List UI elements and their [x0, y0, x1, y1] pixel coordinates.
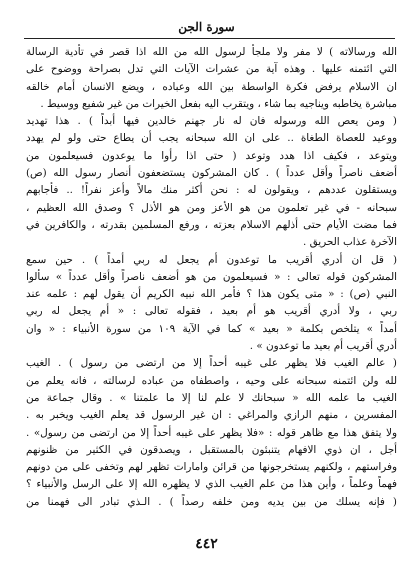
text-line: المفسرين ، منهم الرازي والمراغي : ان غير الرسول قد يعلم الغيب ويخبر به .	[26, 409, 397, 422]
text-line: ( فإنه يسلك من بين يديه ومن خلفه رصداً ) . الـذي تبادر الى فهمنا من	[26, 495, 397, 508]
text-line: الغيب ما علمه الله « سبحانك لا علم لنا إلا ما علمتنا » . وقال جماعة من	[26, 391, 397, 404]
text-line: أضعف ناصراً وأقل عدداً ) . كان المشركون يستضعفون أنصار رسول الله (ص)	[26, 167, 397, 180]
text-line: ووعيد للعصاة الطغاة .. على ان الله سبحانه يجب أن يطاع حتى ولو لم يهدد	[26, 132, 397, 145]
text-line: أمداً » يتلخص بكلمة « بعيد » كما في الآية ١٠٩ من سورة الأنبياء : « وان	[26, 322, 397, 335]
text-line: أدري أقريب أم بعيد ما توعدون » .	[249, 340, 397, 353]
page-number: ٤٤٢	[195, 536, 218, 552]
text-line: مباشرة يخاطبه ويناجيه بما شاء ، ويتقرب اليه بفعل الخيرات من غير شفيع ووسيط .	[40, 97, 397, 110]
text-line: ويستقلون عددهم ، ويقولون له : نحن أكثر منك مالاً وأعز نفراً! .. فأجابهم	[26, 184, 397, 197]
text-line: النبي (ص) : « متى يكون هذا ؟ فأمر الله نبيه الكريم أن يقول لهم : علمه عند	[26, 288, 397, 301]
text-line: لله ولن ائتمنه سبحانه على وحيه ، واصطفاه من عباده لرسالته ، فانه يعلم من	[26, 374, 397, 387]
text-line: أجل ، ان ذوي الافهام يتنبئون بالمستقبل ، ويصدقون في الكثير من ظنونهم	[26, 443, 397, 456]
text-line: ولا يتفق هذا مع ظاهر قوله : «فلا يظهر على غيبه أحداً إلا من ارتضى من رسول» .	[26, 426, 397, 439]
text-line: ( قل ان أدري أقريب ما توعدون أم يجعل له ربي أمداً ) . حين سمع	[26, 253, 397, 266]
text-line: ربي ، ولا أدري أقريب هو أم بعيد ، فقوله تعالى : « أم يجعل له ربي	[26, 305, 397, 318]
running-head: سورة الجن	[178, 20, 235, 34]
text-line: فهماً وعلماً ، وأين هذا من علم الغيب الذي لا يظهره الله إلا على الرسل والأنبياء ؟	[26, 478, 397, 491]
text-line: ويتوعد ، فكيف اذا هدد وتوعد ( حتى اذا رأوا ما يوعدون فسيعلمون من	[26, 149, 397, 162]
text-line: المشركون قوله تعالى : « فسيعلمون من هو أضعف ناصراً وأقل عدداً » سألوا	[26, 270, 397, 283]
text-line: الله ورسالاته ) لا مفر ولا ملجأ لرسول الله من الله اذا قصر في تأدية الرسالة	[26, 46, 397, 58]
body-text	[26, 44, 397, 511]
header-rule	[24, 38, 395, 39]
text-line: سبحانه - في غير تعلمون من هو الأعز ومن هو الأذل ؟ وصدق الله العظيم ،	[26, 201, 397, 214]
text-line: الآخرة عذاب الحريق .	[303, 236, 397, 249]
text-line: ان الاسلام يرفض فكرة الواسطة بين الله وعباده ، ويضع الانسان أمام خالقه	[26, 80, 397, 93]
text-line: فما مضت الأيام حتى أذلهم الاسلام بعزته ، ورفع المسلمين بقدرته ، والكافرين في	[26, 218, 397, 231]
text-line: ( عالم الغيب فلا يظهر على غيبه أحداً إلا من ارتضى من رسول ) . الغيب	[26, 357, 397, 370]
text-line: ( ومن يعص الله ورسوله فان له نار جهنم خالدين فيها أبداً ) . هذا تهديد	[26, 115, 397, 128]
text-line: التي ائتمنه عليها . وهذه آية من عشرات الآيات التي تدل بصراحة ووضوح على	[26, 63, 397, 76]
text-line: وفراستهم ، ولكنهم يستخرجونها من قرائن وامارات تظهر لهم وتخفى على من دونهم	[26, 461, 397, 474]
